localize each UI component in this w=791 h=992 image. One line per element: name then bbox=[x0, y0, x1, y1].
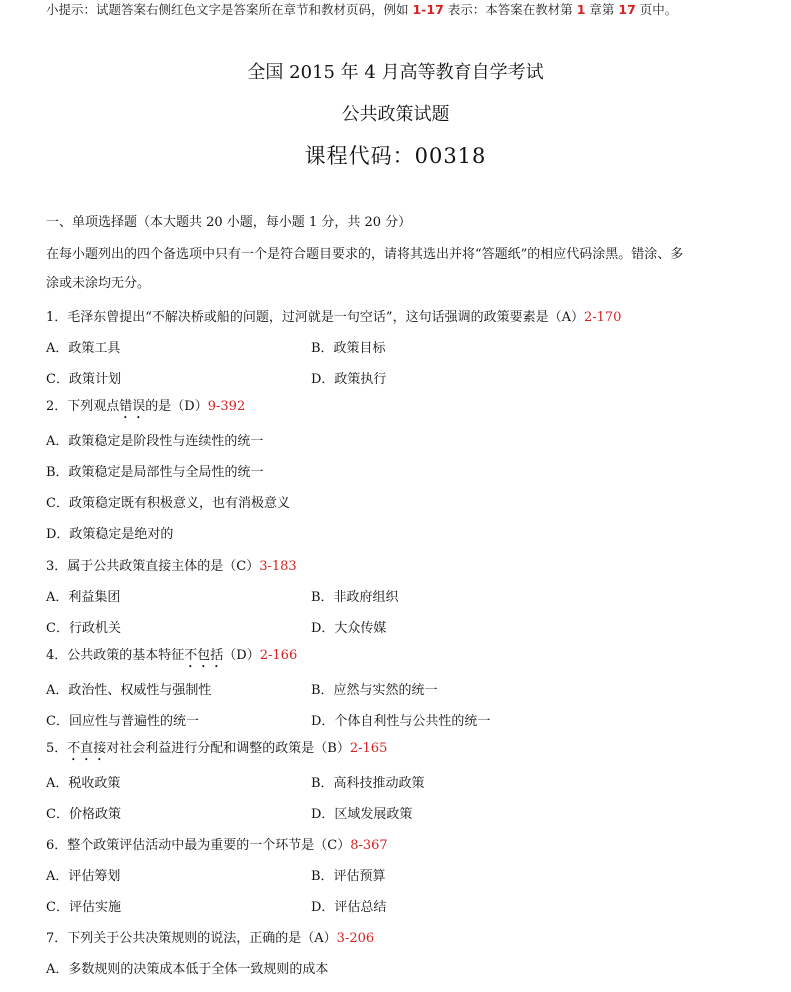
emphasis-text: 错误 bbox=[119, 399, 146, 414]
option-c: C．回应性与普遍性的统一 bbox=[46, 714, 199, 729]
tip-chapter: 1 bbox=[576, 2, 586, 17]
tip-example: 1-17 bbox=[412, 2, 444, 17]
emphasis-text: 不包括 bbox=[184, 648, 224, 663]
exam-subject: 公共政策试题 bbox=[341, 104, 450, 125]
question-stem-post: 对社会利益进行分配和调整的政策是（B） bbox=[106, 741, 350, 756]
section-heading: 一、单项选择题（本大题共 20 小题，每小题 1 分，共 20 分） bbox=[46, 215, 412, 230]
question-stem-post: （D） bbox=[223, 648, 260, 663]
question-stem-pre: 2．下列观点 bbox=[46, 399, 120, 414]
option-d: D．政策执行 bbox=[311, 372, 387, 387]
option-c: C．行政机关 bbox=[46, 621, 121, 636]
option-a: A．政策稳定是阶段性与连续性的统一 bbox=[46, 434, 264, 449]
question-4 bbox=[46, 644, 297, 671]
answer-ref: 9-392 bbox=[207, 399, 246, 414]
option-a: A．政治性、权威性与强制性 bbox=[46, 683, 212, 698]
option-c: C．评估实施 bbox=[46, 900, 121, 915]
option-d: D．评估总结 bbox=[311, 900, 387, 915]
option-a: A．评估筹划 bbox=[46, 869, 121, 884]
question-stem: 6．整个政策评估活动中最为重要的一个环节是（C） bbox=[46, 838, 351, 853]
question-2 bbox=[46, 395, 245, 422]
tip-page: 17 bbox=[618, 2, 636, 17]
answer-ref: 3-206 bbox=[336, 931, 375, 946]
option-d: D．区域发展政策 bbox=[311, 807, 413, 822]
instructions-line-1: 在每小题列出的四个备选项中只有一个是符合题目要求的，请将其选出并将“答题纸”的相应代码涂黑。错涂、多 bbox=[46, 247, 684, 262]
question-6 bbox=[46, 834, 388, 853]
exam-title: 全国 2015 年 4 月高等教育自学考试 bbox=[247, 62, 544, 83]
option-b: B．非政府组织 bbox=[311, 590, 399, 605]
tip-suffix: 页中。 bbox=[635, 2, 678, 17]
question-stem: 7．下列关于公共决策规则的说法，正确的是（A） bbox=[46, 931, 337, 946]
option-b: B．政策目标 bbox=[311, 341, 386, 356]
question-stem: 3．属于公共政策直接主体的是（C） bbox=[46, 559, 260, 574]
question-stem-pre: 4．公共政策的基本特征 bbox=[46, 648, 185, 663]
answer-ref: 3-183 bbox=[259, 559, 297, 574]
question-7 bbox=[46, 927, 374, 946]
answer-ref: 2-165 bbox=[349, 741, 388, 756]
option-b: B．政策稳定是局部性与全局性的统一 bbox=[46, 465, 264, 480]
option-a: A．利益集团 bbox=[46, 590, 121, 605]
option-c: C．价格政策 bbox=[46, 807, 121, 822]
option-d: D．大众传媒 bbox=[311, 621, 387, 636]
option-c: C．政策稳定既有积极意义，也有消极意义 bbox=[46, 496, 290, 511]
option-d: D．政策稳定是绝对的 bbox=[46, 527, 174, 542]
option-c: C．政策计划 bbox=[46, 372, 121, 387]
option-a: A．税收政策 bbox=[46, 776, 121, 791]
option-b: B．高科技推动政策 bbox=[311, 776, 425, 791]
answer-ref: 2-166 bbox=[259, 648, 298, 663]
tip-mid2: 章第 bbox=[585, 2, 619, 17]
answer-ref: 8-367 bbox=[350, 838, 388, 853]
option-b: B．应然与实然的统一 bbox=[311, 683, 438, 698]
question-stem: 1．毛泽东曾提出“不解决桥或船的问题，过河就是一句空话”，这句话强调的政策要素是（A） bbox=[46, 310, 584, 325]
answer-ref: 2-170 bbox=[583, 310, 622, 325]
question-stem-post: 的是（D） bbox=[145, 399, 208, 414]
question-stem-pre: 5． bbox=[46, 741, 68, 756]
emphasis-text: 不直接 bbox=[67, 741, 107, 756]
option-b: B．评估预算 bbox=[311, 869, 386, 884]
instructions-line-2: 涂或未涂均无分。 bbox=[46, 276, 151, 291]
tip-banner bbox=[46, 0, 677, 18]
option-d: D．个体自利性与公共性的统一 bbox=[311, 714, 491, 729]
tip-mid: 表示：本答案在教材第 bbox=[443, 2, 577, 17]
option-a: A．多数规则的决策成本低于全体一致规则的成本 bbox=[46, 962, 329, 977]
question-3 bbox=[46, 555, 297, 574]
tip-prefix: 小提示：试题答案右侧红色文字是答案所在章节和教材页码，例如 bbox=[46, 2, 413, 17]
question-1 bbox=[46, 306, 621, 325]
option-a: A．政策工具 bbox=[46, 341, 121, 356]
course-code: 课程代码：00318 bbox=[304, 144, 487, 168]
question-5 bbox=[46, 737, 387, 764]
